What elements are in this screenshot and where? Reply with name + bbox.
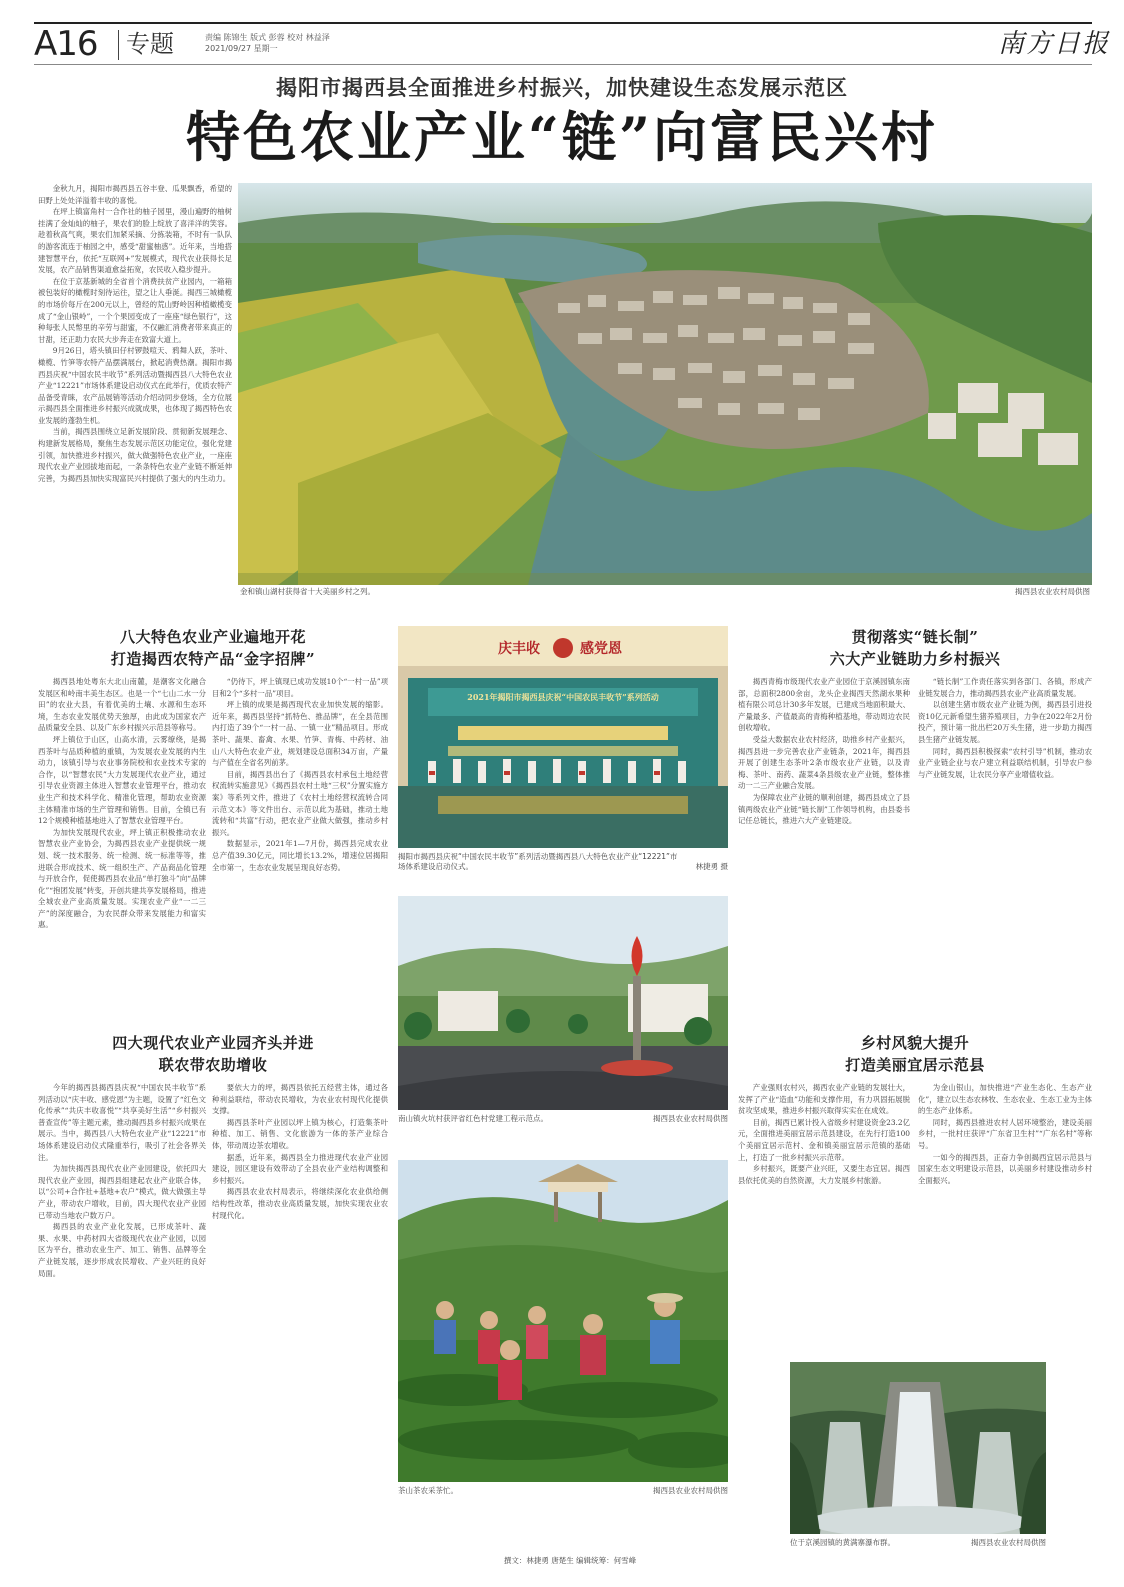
hero-photo-aerial-village xyxy=(238,183,1092,585)
section1-title-line2: 打造揭西农特产品“金字招牌” xyxy=(110,650,316,668)
paragraph: 以创建生猪市级农业产业链为例，揭西县引进投资10亿元新希望生猪养殖项目，力争在2022年2月份投产，预计第一批出栏20万头生猪，进一步助力揭西县生猪产业链发展。 xyxy=(918,700,1092,744)
section1-column2 xyxy=(212,676,388,1012)
editor-meta-line2: 2021/09/27 星期一 xyxy=(205,44,278,53)
intro-column xyxy=(38,183,232,593)
section2-column1 xyxy=(38,1082,206,1540)
paragraph: 乡村振兴，既要产业兴旺，又要生态宜居。揭西县依托优美的自然资源，大力发展乡村旅游。 xyxy=(738,1164,910,1185)
banner-top-right: 感党恩 xyxy=(580,641,622,657)
footer-credits: 撰文：林捷勇 唐楚生 编辑统筹：何雪峰 xyxy=(503,1556,637,1565)
paragraph: “仍待下，坪上镇现已成功发展10个“一村一品”项目和2个“多村一品”项目。 xyxy=(212,677,388,698)
village-photo xyxy=(398,896,728,1110)
section2-title xyxy=(38,1032,388,1076)
stage-banner-text: 2021年揭阳市揭西县庆祝“中国农民丰收节”系列活动 xyxy=(467,692,659,702)
section1-column1 xyxy=(38,676,206,1012)
section2-column2 xyxy=(212,1082,388,1540)
ceremony-caption: 揭阳市揭西县庆祝“中国农民丰收节”系列活动暨揭西县八大特色农业产业“12221”市场体系建设启动仪式。 xyxy=(398,852,678,871)
paragraph: 据悉，近年来，揭西县全力推进现代农业产业园建设，园区建设有效带动了全县农业产业结构调整和乡村振兴。 xyxy=(212,1152,388,1185)
paragraph: 为加快发展现代农业，坪上镇正积极推动农业智慧农业产业协会，为揭西县农业产业提供统一规划、统一技术服务、统一检测、统一标准等等，推进联合形成技术、统一组织生产、产品商品化管理与开放合作，促使揭西县农业品“单打独斗”向“品牌化”“抱团发展”转变，开创共建共享发展格局，推进全城农业产业高质量发展。实现农业产业“一二三产”的深度融合，为农民群众带来发展能力和富实惠。 xyxy=(38,827,206,930)
paragraph: 目前，揭西已累计投入省级乡村建设资金23.2亿元，全面推进美丽宜居示范县建设，在先行打造100个美丽宜居示范村、金和镇美丽宜居示范镇的基础上，打造了一批乡村振兴示范带。 xyxy=(738,1117,910,1162)
section4-column2 xyxy=(918,1082,1092,1346)
waterfall-credit: 揭西县农业农村局供图 xyxy=(971,1538,1046,1547)
masthead-divider xyxy=(118,30,119,60)
paragraph: 坪上镇位于山区，山高水清，云雾缭绕，是揭西茶叶与品质种植的重镇，为发展农业发展的内生动力，该镇引导与农业事务院校和农业技术专家的合作，以“智慧农民”大力发展现代农业产业，通过引导农业资源主体进入智慧农业管理平台，推动农业生产和技术科学化、精准化管理，帮助农业资源主体精准市场的生产管理和销售。目前，全镇已有12个规模种植基地进入了智慧农业管理平台。 xyxy=(38,734,206,826)
paragraph: 要依大力的坪，揭西县依托五经营主体，通过各种利益联结，带动农民增收，为农业农村现代化提供支撑。 xyxy=(212,1083,388,1116)
paragraph: 受益大数据农业农村经济，助推乡村产业振兴，揭西县进一步完善农业产业链条，2021年，揭西县开展了创建生态茶叶2条市级农业产业链，以及青梅、茶叶、南药、蔬菜4条县级农业产业链，整体推动一二三产业融合发展。 xyxy=(738,734,910,791)
paragraph: 揭西青梅市级现代农业产业园位于京溪园镇东南部，总面积2800余亩，龙头企业揭西天然湖水果种植有限公司总计30多年发展，已建成当地面积最大、产量最多、产值最高的青梅种植基地，带动周边农民创收增收。 xyxy=(738,677,910,733)
banner-top-left: 庆丰收 xyxy=(498,641,540,657)
tea-credit: 揭西县农业农村局供图 xyxy=(653,1486,728,1495)
editor-meta-line1: 责编 陈锦生 版式 彭蓉 校对 林益泽 xyxy=(205,33,330,42)
paragraph: 为保障农业产业链的顺利创建，揭西县成立了县镇两级农业产业链“链长制”工作领导机构，由县委书记任总链长，推进六大产业链建设。 xyxy=(738,792,910,826)
section3-title-line1: 贯彻落实“链长制” xyxy=(851,628,979,646)
paragraph: 揭西县茶叶产业园以坪上镇为核心，打造集茶叶种植、加工、销售、文化旅游为一体的茶产业综合体，带动周边茶农增收。 xyxy=(212,1117,388,1150)
paragraph: 揭西县地处粤东大北山南麓，是潮客文化融合发展区和岭南丰美生态区。也是一个“七山二水一分田”的农业大县，有着优美的土壤、水源和生态环境，生态农业发展优势天独厚，由此成为国家农产品质量安全县、以及广东乡村振兴示范县等称号。 xyxy=(38,677,206,733)
paragraph: 同时，揭西县积极探索“农村引导”机制，推动农业产业链企业与农户建立利益联结机制，引导农户参与产业链发展，让农民分享产业增值收益。 xyxy=(918,746,1092,779)
paragraph: “链长制”工作责任落实到各部门、各镇，形成产业链发展合力，推动揭西县农业产业高质量发展。 xyxy=(918,677,1092,698)
ceremony-photo xyxy=(398,626,728,848)
paragraph: 产业强则农村兴，揭西农业产业链的发展壮大，发挥了产业“造血”功能和支撑作用，有力巩固拓展脱贫攻坚成果，推进乡村振兴取得实实在在成效。 xyxy=(738,1083,910,1116)
paragraph: 在坪上镇富角村一合作社的柚子园里，漫山遍野的柚树挂满了金灿灿的柚子，果农们的脸上绽放了喜洋洋的笑容。趁着秋高气爽，果农们加紧采摘、分拣装箱，不时有一队队的游客流连于柚园之中，感受“甜蜜柚惑”。近年来，当地搭建智慧平台，依托“互联网+”发展模式，现代农业获得长足发展，农产品销售渠道愈益拓宽，农民收入稳步提升。 xyxy=(38,207,232,275)
paragraph: 为金山银山，加快推进“产业生态化、生态产业化”，建立以生态农林牧、生态农业、生态工业为主体的生态产业体系。 xyxy=(918,1083,1092,1116)
village-caption: 南山镇火坑村获评省红色村党建工程示范点。 xyxy=(398,1114,548,1123)
paragraph: 9月26日，塔头镇田仔村锣鼓喧天、鸦舞人跃，茶叶、橄榄、竹笋等农特产品摆满展台，掀起消费热潮。揭阳市揭西县庆祝“中国农民丰收节”系列活动暨揭西县八大特色农业产业“12221”市场体系建设启动仪式在此举行，优质农特产品备受青睐，农产品展销等活动介绍动同步登场，全方位展示揭西县全面推进乡村振兴成就成果，也体现了揭西特色农业发展的蓬勃生机。 xyxy=(38,346,232,425)
ceremony-credit: 林捷勇 摄 xyxy=(695,862,728,871)
newspaper-logo: 南方日报 xyxy=(998,29,1111,59)
paragraph: 今年的揭西县揭西县庆祝“中国农民丰收节”系列活动以“庆丰收、感党恩”为主题，设置了“红色文化传承”“共庆丰收喜悦”“共享美好生活”“乡村振兴普查宣传”等主题元素，推动揭西县乡村振兴成果在展示。当中，揭西县八大特色农业产业“12221”市场体系建设启动仪式隆重举行，吸引了社会各界关注。 xyxy=(38,1083,206,1162)
paragraph: 同时，揭西县推进农村人居环境整治，建设美丽乡村，一批村庄获评“广东省卫生村”“广东名村”等称号。 xyxy=(918,1117,1092,1150)
hero-credit: 揭西县农业农村局供图 xyxy=(1015,587,1090,596)
section3-title xyxy=(738,626,1092,670)
section4-title-line2: 打造美丽宜居示范县 xyxy=(845,1056,985,1074)
page-number: A16 xyxy=(34,24,98,64)
section4-title xyxy=(738,1032,1092,1076)
section-label: 专题 xyxy=(126,30,174,58)
tea-caption: 茶山茶农采茶忙。 xyxy=(398,1486,458,1495)
paragraph: 为加快揭西县现代农业产业园建设，依托四大现代农业产业园，揭西县组建起农业产业联合体，以“公司+合作社+基地+农户”模式，做大做强主导产业，带动农户增收，目前，四大现代农业产业园已带动当地农户数万户。 xyxy=(38,1164,206,1220)
masthead-top-rule xyxy=(34,22,1092,24)
section1-title xyxy=(38,626,388,670)
section3-title-line2: 六大产业链助力乡村振兴 xyxy=(829,650,1001,668)
section1-title-line1: 八大特色农业产业遍地开花 xyxy=(119,628,306,646)
section4-title-line1: 乡村风貌大提升 xyxy=(860,1034,970,1052)
paragraph: 当前，揭西县围绕立足新发展阶段、贯彻新发展理念、构建新发展格局，聚焦生态发展示范区功能定位，强化党建引领，加快推进乡村振兴，做大做强特色农业产业，一座座现代农业产业园拔地而起，一条条特色农业产业链不断延伸完善，为揭西县加快实现富民兴村提供了强大的内生动力。 xyxy=(38,427,232,483)
paragraph: 在位于京基新城的全省首个消费扶贫产业园内，一箱箱被包装好的橄榄时刻待运往，望之让人垂涎。揭西三城橄榄的市场价每斤在200元以上，曾经的荒山野岭因种植橄榄变成了“金山银岭”，一个个果园变成了一座座“绿色银行”，这种每张人民幣里的辛劳与甜蜜，不仅融汇消费者带来真正的甘甜，还正助力农民大步奔走在致富大道上。 xyxy=(38,276,232,344)
paragraph: 一如今的揭西县，正奋力争创揭西宜居示范县与国家生态文明建设示范县，以美丽乡村建设推动乡村全面振兴。 xyxy=(918,1152,1092,1185)
paragraph: 揭西县的农业产业化发展，已形成茶叶、蔬果、水果、中药材四大省级现代农业产业园，以园区为平台，推动农业生产、加工、销售、品牌等全产业链发展，逐步形成农民增收、产业兴旺的良好局面。 xyxy=(38,1222,206,1278)
paragraph: 坪上镇的成果是揭西现代农业加快发展的缩影。近年来，揭西县坚持“抓特色、推品牌”，在全县范围内打造了39个“一村一品、一镇一业”精品项目。形成茶叶、蔬果、畜禽、水果、竹笋、青梅、中药材、油山八大特色农业产业，规划建设总面积34万亩，产量与产值在全省名列前茅。 xyxy=(212,700,388,768)
waterfall-photo xyxy=(790,1362,1046,1534)
tea-picking-photo xyxy=(398,1160,728,1482)
waterfall-caption: 位于京溪园镇的黄满寨瀑布群。 xyxy=(790,1538,895,1547)
masthead-bottom-rule xyxy=(34,64,1092,65)
hero-caption: 金和镇山湖村获得省十大美丽乡村之列。 xyxy=(240,587,375,596)
paragraph: 揭西县农业农村局表示，将继续深化农业供给侧结构性改革，推动农业高质量发展，加快实现农业农村现代化。 xyxy=(212,1187,388,1220)
section2-title-line1: 四大现代农业产业园齐头并进 xyxy=(112,1034,314,1052)
paragraph: 金秋九月，揭阳市揭西县五谷丰登、瓜果飘香，希望的田野上处处洋溢着丰收的喜悦。 xyxy=(38,184,232,205)
village-credit: 揭西县农业农村局供图 xyxy=(653,1114,728,1123)
section3-column1 xyxy=(738,676,910,1006)
paragraph: 数据显示，2021年1—7月份，揭西县完成农业总产值39.30亿元，同比增长13.2%，增速位居揭阳全市第一，生态农业发展呈现良好态势。 xyxy=(212,839,388,872)
main-headline: 特色农业产业“链”向富民兴村 xyxy=(185,105,939,169)
editor-meta xyxy=(205,32,330,54)
paragraph: 目前，揭西县出台了《揭西县农村承包土地经营权流转实施意见》《揭西县农村土地“三权”分置实施方案》等系列文件，推进了《农村土地经营权流转合同示范文本》等文件出台、示范以此为基础，推动土地流转和“共富”行动，把农业产业做大做强，推动乡村振兴。 xyxy=(212,769,388,837)
kicker-headline: 揭阳市揭西县全面推进乡村振兴，加快建设生态发展示范区 xyxy=(276,75,848,100)
section2-title-line2: 联农带农助增收 xyxy=(158,1056,268,1074)
section3-column2 xyxy=(918,676,1092,1006)
section4-column1 xyxy=(738,1082,910,1346)
